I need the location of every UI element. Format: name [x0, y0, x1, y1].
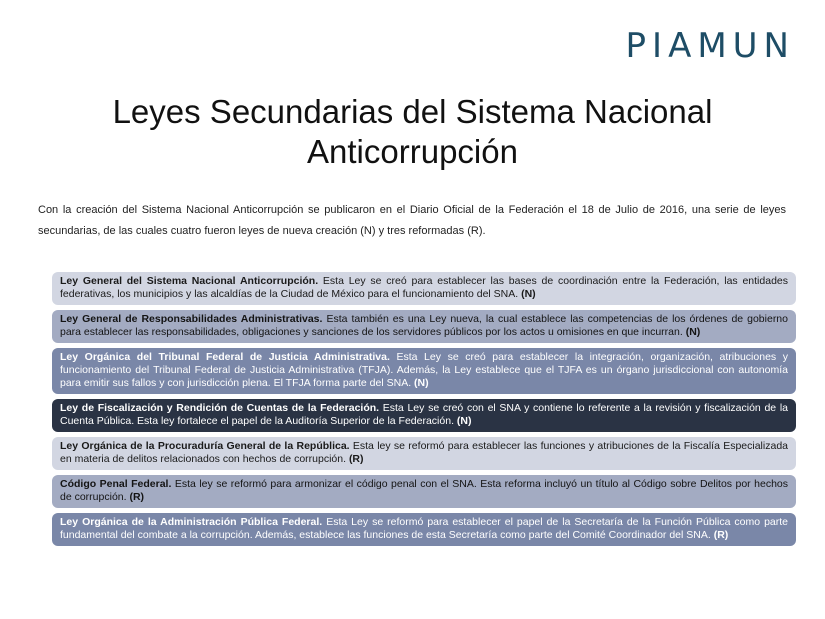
law-card [52, 348, 796, 394]
law-description: Esta Ley se creó con el SNA y contiene lo referente a la revisión y fiscalización de la Cuenta Pública. Esta ley fortalece el papel de la Auditoría Superior de la Federación. [60, 402, 788, 427]
piamun-logo [626, 26, 795, 66]
law-name: Código Penal Federal. [60, 478, 172, 490]
law-card [52, 475, 796, 508]
title-line-1: Leyes Secundarias del Sistema Nacional [112, 93, 713, 130]
law-card [52, 437, 796, 470]
law-name: Ley de Fiscalización y Rendición de Cuentas de la Federación. [60, 402, 380, 414]
law-card [52, 310, 796, 343]
law-name: Ley Orgánica de la Procuraduría General de la República. [60, 440, 350, 452]
law-tag: (R) [348, 453, 364, 465]
law-description: Esta también es una Ley nueva, la cual establece las competencias de los órdenes de gobierno para establecer las responsabilidades, obligaciones y sanciones de los servidores públicos por los actos u omisiones en que incurran. [60, 313, 788, 338]
law-tag: (R) [129, 491, 145, 503]
law-description: Esta ley se reformó para armonizar el código penal con el SNA. Esta reforma incluyó un título al Código sobre Delitos por hechos de corrupción. [60, 478, 789, 503]
law-card [52, 513, 796, 546]
logo-text: PIAMUN [625, 26, 795, 66]
law-tag: (R) [713, 529, 729, 541]
law-description: Esta Ley se reformó para establecer el papel de la Secretaría de la Función Pública como parte fundamental del combate a la corrupción. Además, establece las funciones de esta Secretaría como parte del Comité Coordinador del SNA. [60, 516, 789, 541]
law-name: Ley General del Sistema Nacional Anticorrupción. [60, 275, 319, 287]
law-tag: (N) [521, 288, 536, 300]
law-card [52, 399, 796, 432]
law-description: Esta Ley se creó para establecer las bases de coordinación entre la Federación, las entidades federativas, los municipios y las alcaldías de la Ciudad de México para el funcionamiento del SNA. [60, 275, 788, 300]
law-name: Ley Orgánica del Tribunal Federal de Justicia Administrativa. [60, 351, 390, 363]
law-tag: (N) [414, 377, 429, 389]
law-name: Ley Orgánica de la Administración Pública Federal. [60, 516, 323, 528]
law-name: Ley General de Responsabilidades Administrativas. [60, 313, 323, 325]
law-card [52, 272, 796, 305]
law-list [52, 272, 796, 551]
intro-paragraph: Con la creación del Sistema Nacional Anticorrupción se publicaron en el Diario Oficial de la Federación el 18 de Julio de 2016, una serie de leyes secundarias, de las cuales cuatro fueron leyes de nueva creación (N) y tres reformadas (R). [38, 204, 786, 237]
law-description: Esta Ley se creó para establecer la integración, organización, atribuciones y funcionamiento del Tribunal Federal de Justicia Administrativa (TFJA). Además, la Ley establece que el TJFA es un órgano jurisdiccional con autonomía para emitir sus fallos y con jurisdicción plena. El TFJA forma parte del SNA. [60, 351, 788, 389]
law-tag: (N) [456, 415, 472, 427]
page-title [0, 92, 825, 172]
title-line-2: Anticorrupción [307, 133, 518, 170]
law-description: Esta ley se reformó para establecer las funciones y atribuciones de la Fiscalía Especializada en materia de delitos relacionados con hechos de corrupción. [60, 440, 788, 465]
law-tag: (N) [685, 326, 701, 338]
